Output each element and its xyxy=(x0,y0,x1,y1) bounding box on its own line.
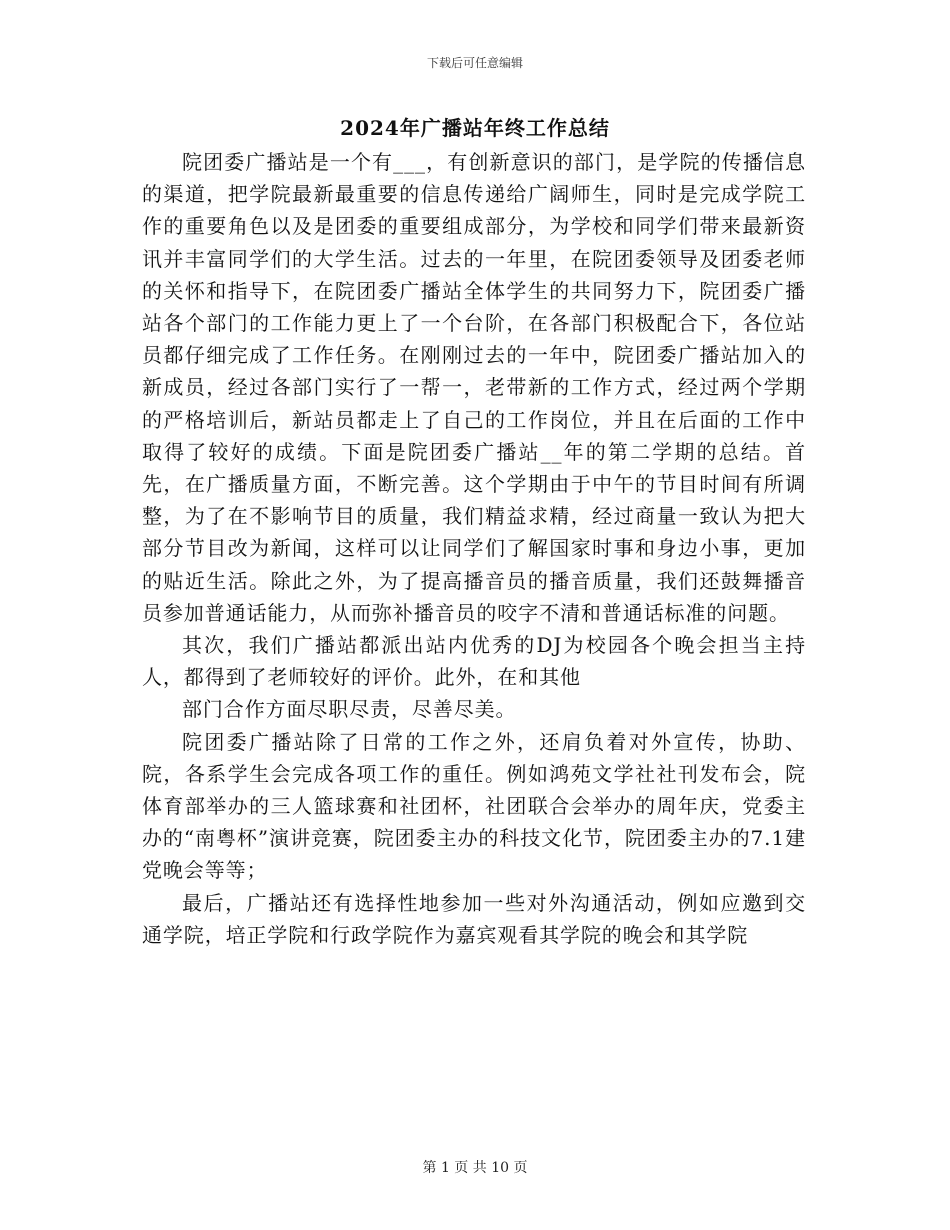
header-note: 下载后可任意编辑 xyxy=(426,56,523,70)
paragraph-4: 院团委广播站除了日常的工作之外，还肩负着对外宣传，协助、院，各系学生会完成各项工作的重任。例如鸿苑文学社社刊发布会，院体育部举办的三人篮球赛和社团杯，社团联合会举办的周年庆，党委主办的“南粤杯”演讲竞赛，院团委主办的科技文化节，院团委主办的7.1建党晚会等等； xyxy=(142,729,806,883)
paragraph-3: 部门合作方面尽职尽责，尽善尽美。 xyxy=(182,697,517,722)
paragraph-2: 其次，我们广播站都派出站内优秀的DJ为校园各个晚会担当主持人，都得到了老师较好的评价。此外，在和其他 xyxy=(142,633,806,690)
paragraph-1: 院团委广播站是一个有___，有创新意识的部门，是学院的传播信息的渠道，把学院最新最重要的信息传递给广阔师生，同时是完成学院工作的重要角色以及是团委的重要组成部分，为学校和同学们带来最新资讯并丰富同学们的大学生活。过去的一年里，在院团委领导及团委老师的关怀和指导下，在院团委广播站全体学生的共同努力下，院团委广播站各个部门的工作能力更上了一个台阶，在各部门积极配合下，各位站员都仔细完成了工作任务。在刚刚过去的一年中，院团委广播站加入的新成员，经过各部门实行了一帮一，老带新的工作方式，经过两个学期的严格培训后，新站员都走上了自己的工作岗位，并且在后面的工作中取得了较好的成绩。下面是院团委广播站__年的第二学期的总结。首先，在广播质量方面，不断完善。这个学期由于中午的节目时间有所调整，为了在不影响节目的质量，我们精益求精，经过商量一致认为把大部分节目改为新闻，这样可以让同学们了解国家时事和身边小事，更加的贴近生活。除此之外，为了提高播音员的播音质量，我们还鼓舞播音员参加普通话能力，从而弥补播音员的咬字不清和普通话标准的问题。 xyxy=(142,150,806,625)
paragraph-5: 最后，广播站还有选择性地参加一些对外沟通活动，例如应邀到交通学院，培正学院和行政学院作为嘉宾观看其学院的晚会和其学院 xyxy=(142,890,806,947)
page-number: 第 1 页 共 10 页 xyxy=(422,1160,528,1176)
document-body xyxy=(142,146,806,951)
document-title: 2024年广播站年终工作总结 xyxy=(340,116,610,140)
